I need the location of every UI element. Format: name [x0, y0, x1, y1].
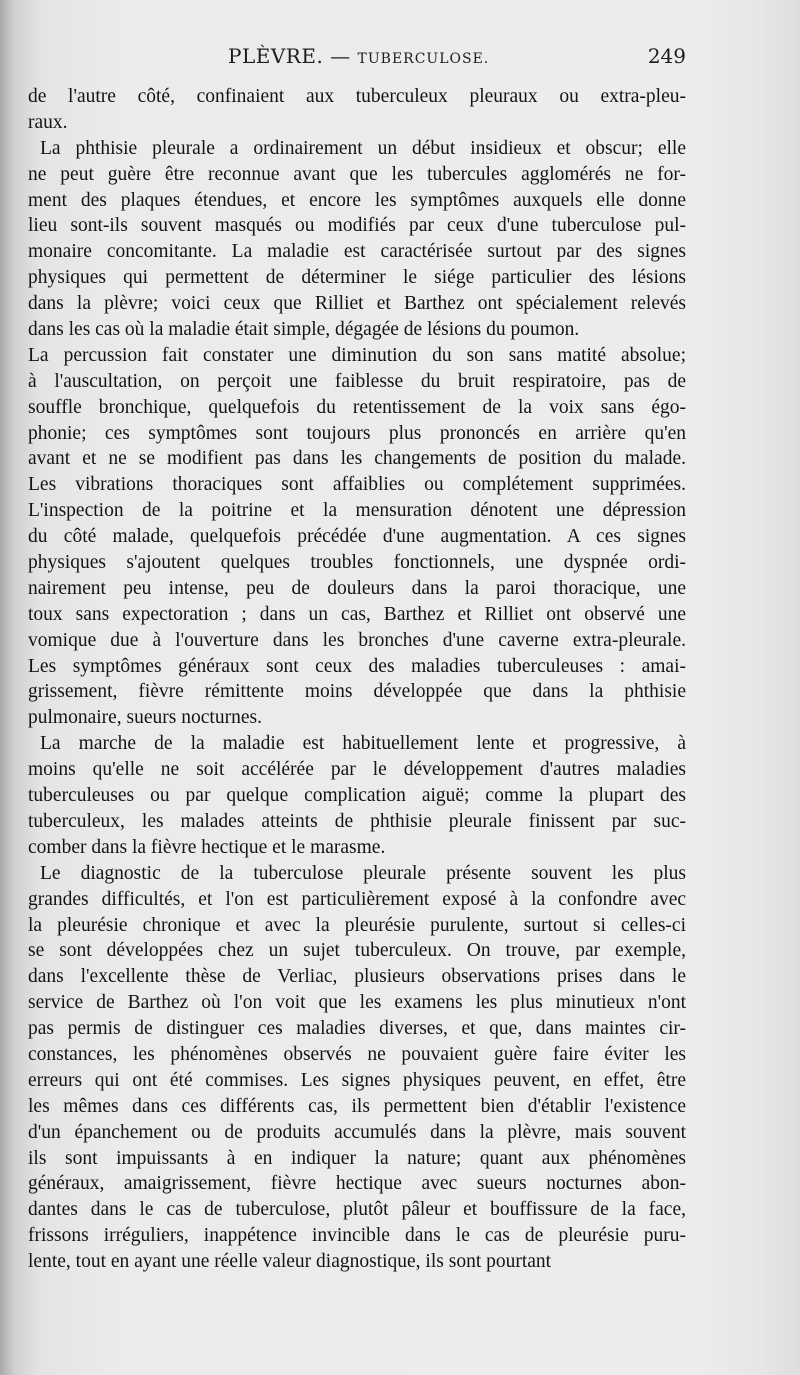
text-line: tuberculeuses ou par quelque complication aiguë; comme la plupart des	[28, 785, 686, 807]
text-line: dantes dans le cas de tuberculose, plutôt pâleur et bouffissure de la face,	[28, 1199, 686, 1221]
text-line: du côté malade, quelquefois précédée d'une augmentation. A ces signes	[28, 526, 686, 548]
text-line: La percussion fait constater une diminution du son sans matité absolue;	[28, 344, 686, 366]
text-line: Les vibrations thoraciques sont affaiblies ou complétement supprimées.	[28, 474, 686, 496]
header-title: PLÈVRE.	[228, 44, 324, 68]
text-line: dans les cas où la maladie était simple, dégagée de lésions du poumon.	[28, 319, 580, 341]
header-subtitle: TUBERCULOSE.	[357, 51, 490, 67]
text-line: Les symptômes généraux sont ceux des maladies tuberculeuses : amai-	[28, 655, 686, 677]
text-line: pas permis de distinguer ces maladies diverses, et que, dans maintes cir-	[28, 1018, 686, 1040]
page-number: 249	[647, 44, 686, 68]
text-line: toux sans expectoration ; dans un cas, Barthez et Rilliet ont observé une	[28, 603, 686, 625]
text-line: tuberculeux, les malades atteints de phthisie pleurale finissent par suc-	[28, 810, 686, 832]
text-line: grandes difficultés, et l'on est particulièrement exposé à la confondre avec	[28, 888, 686, 910]
text-line: monaire concomitante. La maladie est caractérisée surtout par des signes	[28, 241, 686, 263]
text-line: constances, les phénomènes observés ne pouvaient guère faire éviter les	[28, 1043, 686, 1065]
text-line: avant et ne se modifient pas dans les changements de position du malade.	[28, 448, 686, 470]
body-text	[28, 84, 686, 1275]
text-line: L'inspection de la poitrine et la mensuration dénotent une dépression	[28, 500, 686, 522]
text-line: dans la plèvre; voici ceux que Rilliet et Barthez ont spécialement relevés	[28, 293, 686, 315]
text-line: ment des plaques étendues, et encore les symptômes auxquels elle donne	[28, 189, 686, 211]
text-line: pulmonaire, sueurs nocturnes.	[28, 707, 262, 729]
text-line: se sont développées chez un sujet tuberculeux. On trouve, par exemple,	[28, 940, 686, 962]
text-line: à l'auscultation, on perçoit une faiblesse du bruit respiratoire, pas de	[28, 370, 686, 392]
text-line: les mêmes dans ces différents cas, ils permettent bien d'établir l'existence	[28, 1095, 686, 1117]
text-line: généraux, amaigrissement, fièvre hectique avec sueurs nocturnes abon-	[28, 1173, 686, 1195]
text-line: La marche de la maladie est habituellement lente et progressive, à	[40, 733, 686, 755]
text-line: moins qu'elle ne soit accélérée par le développement d'autres maladies	[28, 759, 686, 781]
text-line: grissement, fièvre rémittente moins développée que dans la phthisie	[28, 681, 686, 703]
text-line: service de Barthez où l'on voit que les examens les plus minutieux n'ont	[28, 992, 686, 1014]
text-line: erreurs qui ont été commises. Les signes physiques peuvent, en effet, être	[28, 1069, 686, 1091]
text-line: raux.	[28, 111, 68, 133]
text-line: de l'autre côté, confinaient aux tuberculeux pleuraux ou extra-pleu-	[28, 86, 686, 107]
page-footer	[0, 1285, 800, 1375]
text-line: d'un épanchement ou de produits accumulés dans la plèvre, mais souvent	[28, 1121, 686, 1143]
text-line: nairement peu intense, peu de douleurs dans la paroi thoracique, une	[28, 577, 686, 599]
text-line: Le diagnostic de la tuberculose pleurale présente souvent les plus	[40, 862, 686, 884]
text-line: lieu sont-ils souvent masqués ou modifiés par ceux d'une tuberculose pul-	[28, 215, 686, 237]
text-line: phonie; ces symptômes sont toujours plus prononcés en arrière qu'en	[28, 422, 686, 444]
text-line: la pleurésie chronique et avec la pleurésie purulente, surtout si celles-ci	[28, 914, 686, 936]
text-line: lente, tout en ayant une réelle valeur diagnostique, ils sont pourtant	[28, 1251, 552, 1273]
text-line: comber dans la fièvre hectique et le marasme.	[28, 836, 386, 858]
text-line: ils sont impuissants à en indiquer la nature; quant aux phénomènes	[28, 1147, 686, 1169]
running-header	[28, 44, 686, 80]
text-line: frissons irréguliers, inappétence invincible dans le cas de pleurésie puru-	[28, 1225, 686, 1247]
running-title	[228, 44, 489, 68]
text-line: vomique due à l'ouverture dans les bronches d'une caverne extra-pleurale.	[28, 629, 686, 651]
header-separator: —	[330, 44, 351, 68]
text-line: ne peut guère être reconnue avant que les tubercules agglomérés ne for-	[28, 163, 686, 185]
text-line: physiques s'ajoutent quelques troubles fonctionnels, une dyspnée ordi-	[28, 552, 686, 574]
text-line: dans l'excellente thèse de Verliac, plusieurs observations prises dans le	[28, 966, 686, 988]
text-line: souffle bronchique, quelquefois du retentissement de la voix sans égo-	[28, 396, 686, 418]
text-line: La phthisie pleurale a ordinairement un début insidieux et obscur; elle	[40, 137, 686, 159]
text-line: physiques qui permettent de déterminer le siége particulier des lésions	[28, 267, 686, 289]
